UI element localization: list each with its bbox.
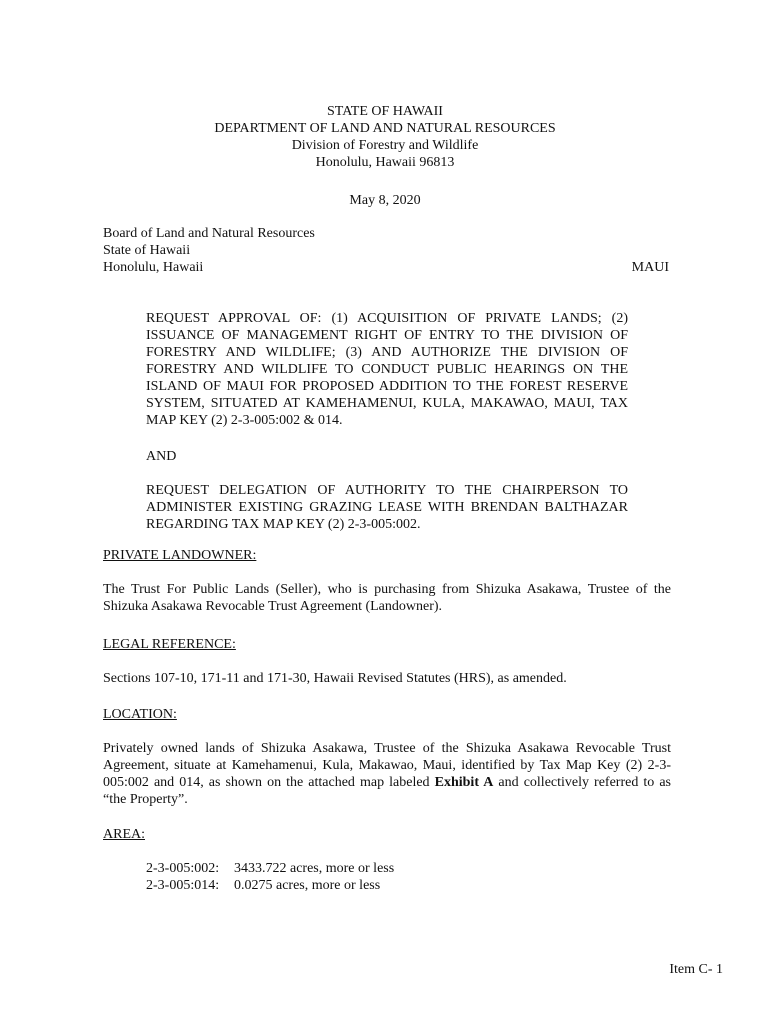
area-acres: 0.0275 acres, more or less [234,878,381,893]
document-date: May 8, 2020 [349,193,421,208]
legal-reference-heading: LEGAL REFERENCE: [103,637,236,652]
addressee-city: Honolulu, Hawaii [103,260,204,275]
letterhead-city: Honolulu, Hawaii 96813 [315,155,455,170]
private-landowner-text: The Trust For Public Lands (Seller), who is purchasing from Shizuka Asakawa, Trustee of the Shizuka Asakawa Revocable Trust Agreement (Landowner). [103,582,671,614]
area-table [146,860,394,894]
delegation-paragraph: REQUEST DELEGATION OF AUTHORITY TO THE CHAIRPERSON TO ADMINISTER EXISTING GRAZING LEASE WITH BRENDAN BALTHAZAR REGARDING TAX MAP KEY (2) 2-3-005:002. [146,483,628,532]
location-text-end: and collectively referred to as “the Property”. [103,775,671,807]
private-landowner-heading: PRIVATE LANDOWNER: [103,548,257,563]
private-landowner-section [103,547,671,615]
letterhead-state: STATE OF HAWAII [327,104,443,119]
island-label: MAUI [631,260,669,275]
legal-reference-text: Sections 107-10, 171-11 and 171-30, Hawaii Revised Statutes (HRS), as amended. [103,671,567,686]
letterhead-division: Division of Forestry and Wildlife [291,138,479,153]
and-connector: AND [146,449,177,464]
area-tmk: 2-3-005:014: [146,878,220,893]
area-section [103,826,671,843]
item-number: Item C- 1 [669,962,723,977]
location-section [103,706,671,808]
addressee-city-row [103,259,669,276]
area-tmk: 2-3-005:002: [146,861,220,876]
legal-reference-section [103,636,671,687]
addressee-state: State of Hawaii [103,243,191,258]
addressee-block [103,225,669,276]
letterhead [0,103,770,171]
area-row [146,877,394,894]
location-heading: LOCATION: [103,707,177,722]
area-acres: 3433.722 acres, more or less [234,861,395,876]
exhibit-a-reference: Exhibit A [434,775,494,790]
location-text-start: Privately owned lands of Shizuka Asakawa, Trustee of the Shizuka Asakawa Revocable Trust Agreement, situate at Kamehamenui, Kula, Makawao, Maui, identified by Tax Map Key (2) 2-3-005:002 and 014, as shown on the attached map labeled [103,741,671,790]
letterhead-department: DEPARTMENT OF LAND AND NATURAL RESOURCES [214,121,556,136]
subject-paragraph: REQUEST APPROVAL OF: (1) ACQUISITION OF PRIVATE LANDS; (2) ISSUANCE OF MANAGEMENT RIGHT OF ENTRY TO THE DIVISION OF FORESTRY AND WILDLIFE; (3) AND AUTHORIZE THE DIVISION OF FORESTRY AND WILDLIFE TO CONDUCT PUBLIC HEARINGS ON THE ISLAND OF MAUI FOR PROPOSED ADDITION TO THE FOREST RESERVE SYSTEM, SITUATED AT KAMEHAMENUI, KULA, MAKAWAO, MAUI, TAX MAP KEY (2) 2-3-005:002 & 014. [146,311,628,428]
addressee-board: Board of Land and Natural Resources [103,226,315,241]
area-row [146,860,394,877]
area-heading: AREA: [103,827,145,842]
location-text [103,740,671,808]
